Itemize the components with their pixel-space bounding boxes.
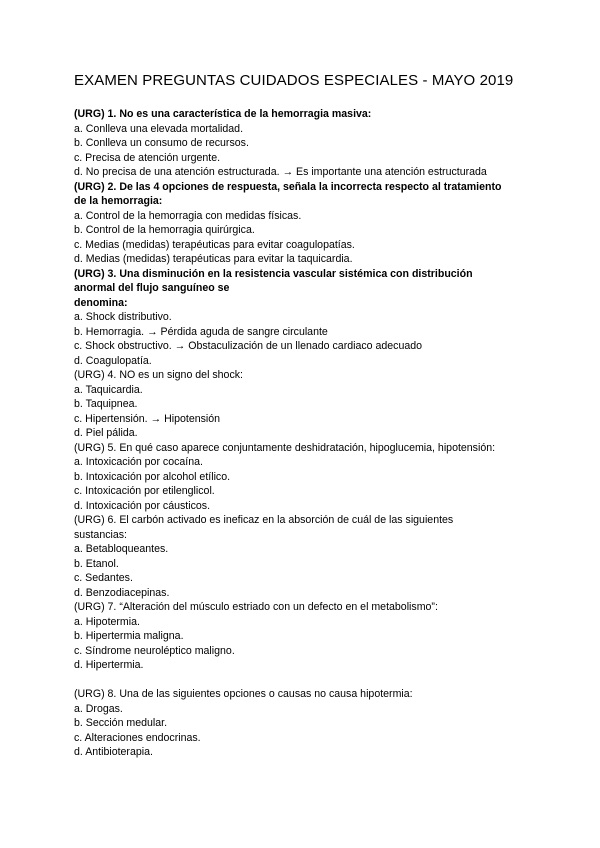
question-text: de la hemorragia: <box>74 195 163 207</box>
question-text: (URG) 6. El carbón activado es ineficaz en la absorción de cuál de las siguientes <box>74 514 454 526</box>
answer-option: c. Medias (medidas) terapéuticas para evitar coagulopatías. <box>74 238 355 251</box>
answer-option: a. Shock distributivo. <box>74 311 172 323</box>
answer-option: a. Drogas. <box>74 702 123 715</box>
answer-option: b. Hipertermia maligna. <box>74 630 184 642</box>
question-text: (URG) 7. “Alteración del músculo estriado con un defecto en el metabolismo”: <box>74 601 438 613</box>
question-block <box>74 687 544 760</box>
answer-option: d. Antibioterapia. <box>74 746 153 758</box>
answer-option: b. Hemorragia. → Pérdida aguda de sangre circulante <box>74 325 328 338</box>
answer-option: b. Sección medular. <box>74 717 168 729</box>
answer-option: d. Intoxicación por cáusticos. <box>74 499 211 512</box>
question-text: (URG) 3. Una disminución en la resistencia vascular sistémica con distribución <box>74 267 473 280</box>
answer-option: c. Intoxicación por etilenglicol. <box>74 485 215 497</box>
spacer <box>74 673 544 688</box>
answer-option: d. No precisa de una atención estructurada. → Es importante una atención estructurada <box>74 166 487 178</box>
answer-option: b. Conlleva un consumo de recursos. <box>74 137 249 149</box>
answer-option: a. Betabloqueantes. <box>74 543 169 555</box>
answer-option: c. Alteraciones endocrinas. <box>74 731 201 744</box>
answer-option: b. Control de la hemorragia quirúrgica. <box>74 224 255 236</box>
question-text: anormal del flujo sanguíneo se <box>74 282 230 294</box>
answer-option: a. Taquicardia. <box>74 383 143 396</box>
answer-option: c. Hipertensión. → Hipotensión <box>74 412 221 425</box>
question-block <box>74 107 544 180</box>
question-block <box>74 513 544 600</box>
answer-option: d. Coagulopatía. <box>74 354 152 367</box>
answer-option: d. Hipertermia. <box>74 659 144 671</box>
answer-option: b. Taquipnea. <box>74 398 138 410</box>
answer-option: b. Etanol. <box>74 557 119 570</box>
question-block <box>74 368 544 441</box>
answer-option: c. Sedantes. <box>74 572 133 584</box>
questions-list <box>74 107 544 760</box>
question-text: (URG) 5. En qué caso aparece conjuntamente deshidratación, hipoglucemia, hipotensión: <box>74 441 496 454</box>
question-text: (URG) 8. Una de las siguientes opciones o causas no causa hipotermia: <box>74 688 413 700</box>
answer-option: c. Shock obstructivo. → Obstaculización de un llenado cardiaco adecuado <box>74 340 423 352</box>
question-block <box>74 180 544 267</box>
answer-option: c. Precisa de atención urgente. <box>74 151 221 164</box>
question-block <box>74 441 544 514</box>
document-title: EXAMEN PREGUNTAS CUIDADOS ESPECIALES - MAYO 2019 <box>74 72 514 89</box>
answer-option: d. Benzodiacepinas. <box>74 586 170 599</box>
question-block <box>74 600 544 673</box>
answer-option: b. Intoxicación por alcohol etílico. <box>74 470 231 483</box>
answer-option: a. Intoxicación por cocaína. <box>74 456 203 468</box>
answer-option: c. Síndrome neuroléptico maligno. <box>74 644 235 657</box>
question-text: sustancias: <box>74 528 127 541</box>
answer-option: a. Control de la hemorragia con medidas físicas. <box>74 209 302 222</box>
answer-option: d. Medias (medidas) terapéuticas para evitar la taquicardia. <box>74 253 353 265</box>
answer-option: d. Piel pálida. <box>74 427 138 439</box>
question-text: (URG) 1. No es una característica de la hemorragia masiva: <box>74 108 372 120</box>
answer-option: a. Conlleva una elevada mortalidad. <box>74 122 244 135</box>
question-text: (URG) 2. De las 4 opciones de respuesta, señala la incorrecta respecto al tratamiento <box>74 180 502 193</box>
question-text: (URG) 4. NO es un signo del shock: <box>74 369 243 381</box>
question-text: denomina: <box>74 296 128 309</box>
question-block <box>74 267 544 369</box>
answer-option: a. Hipotermia. <box>74 615 140 628</box>
